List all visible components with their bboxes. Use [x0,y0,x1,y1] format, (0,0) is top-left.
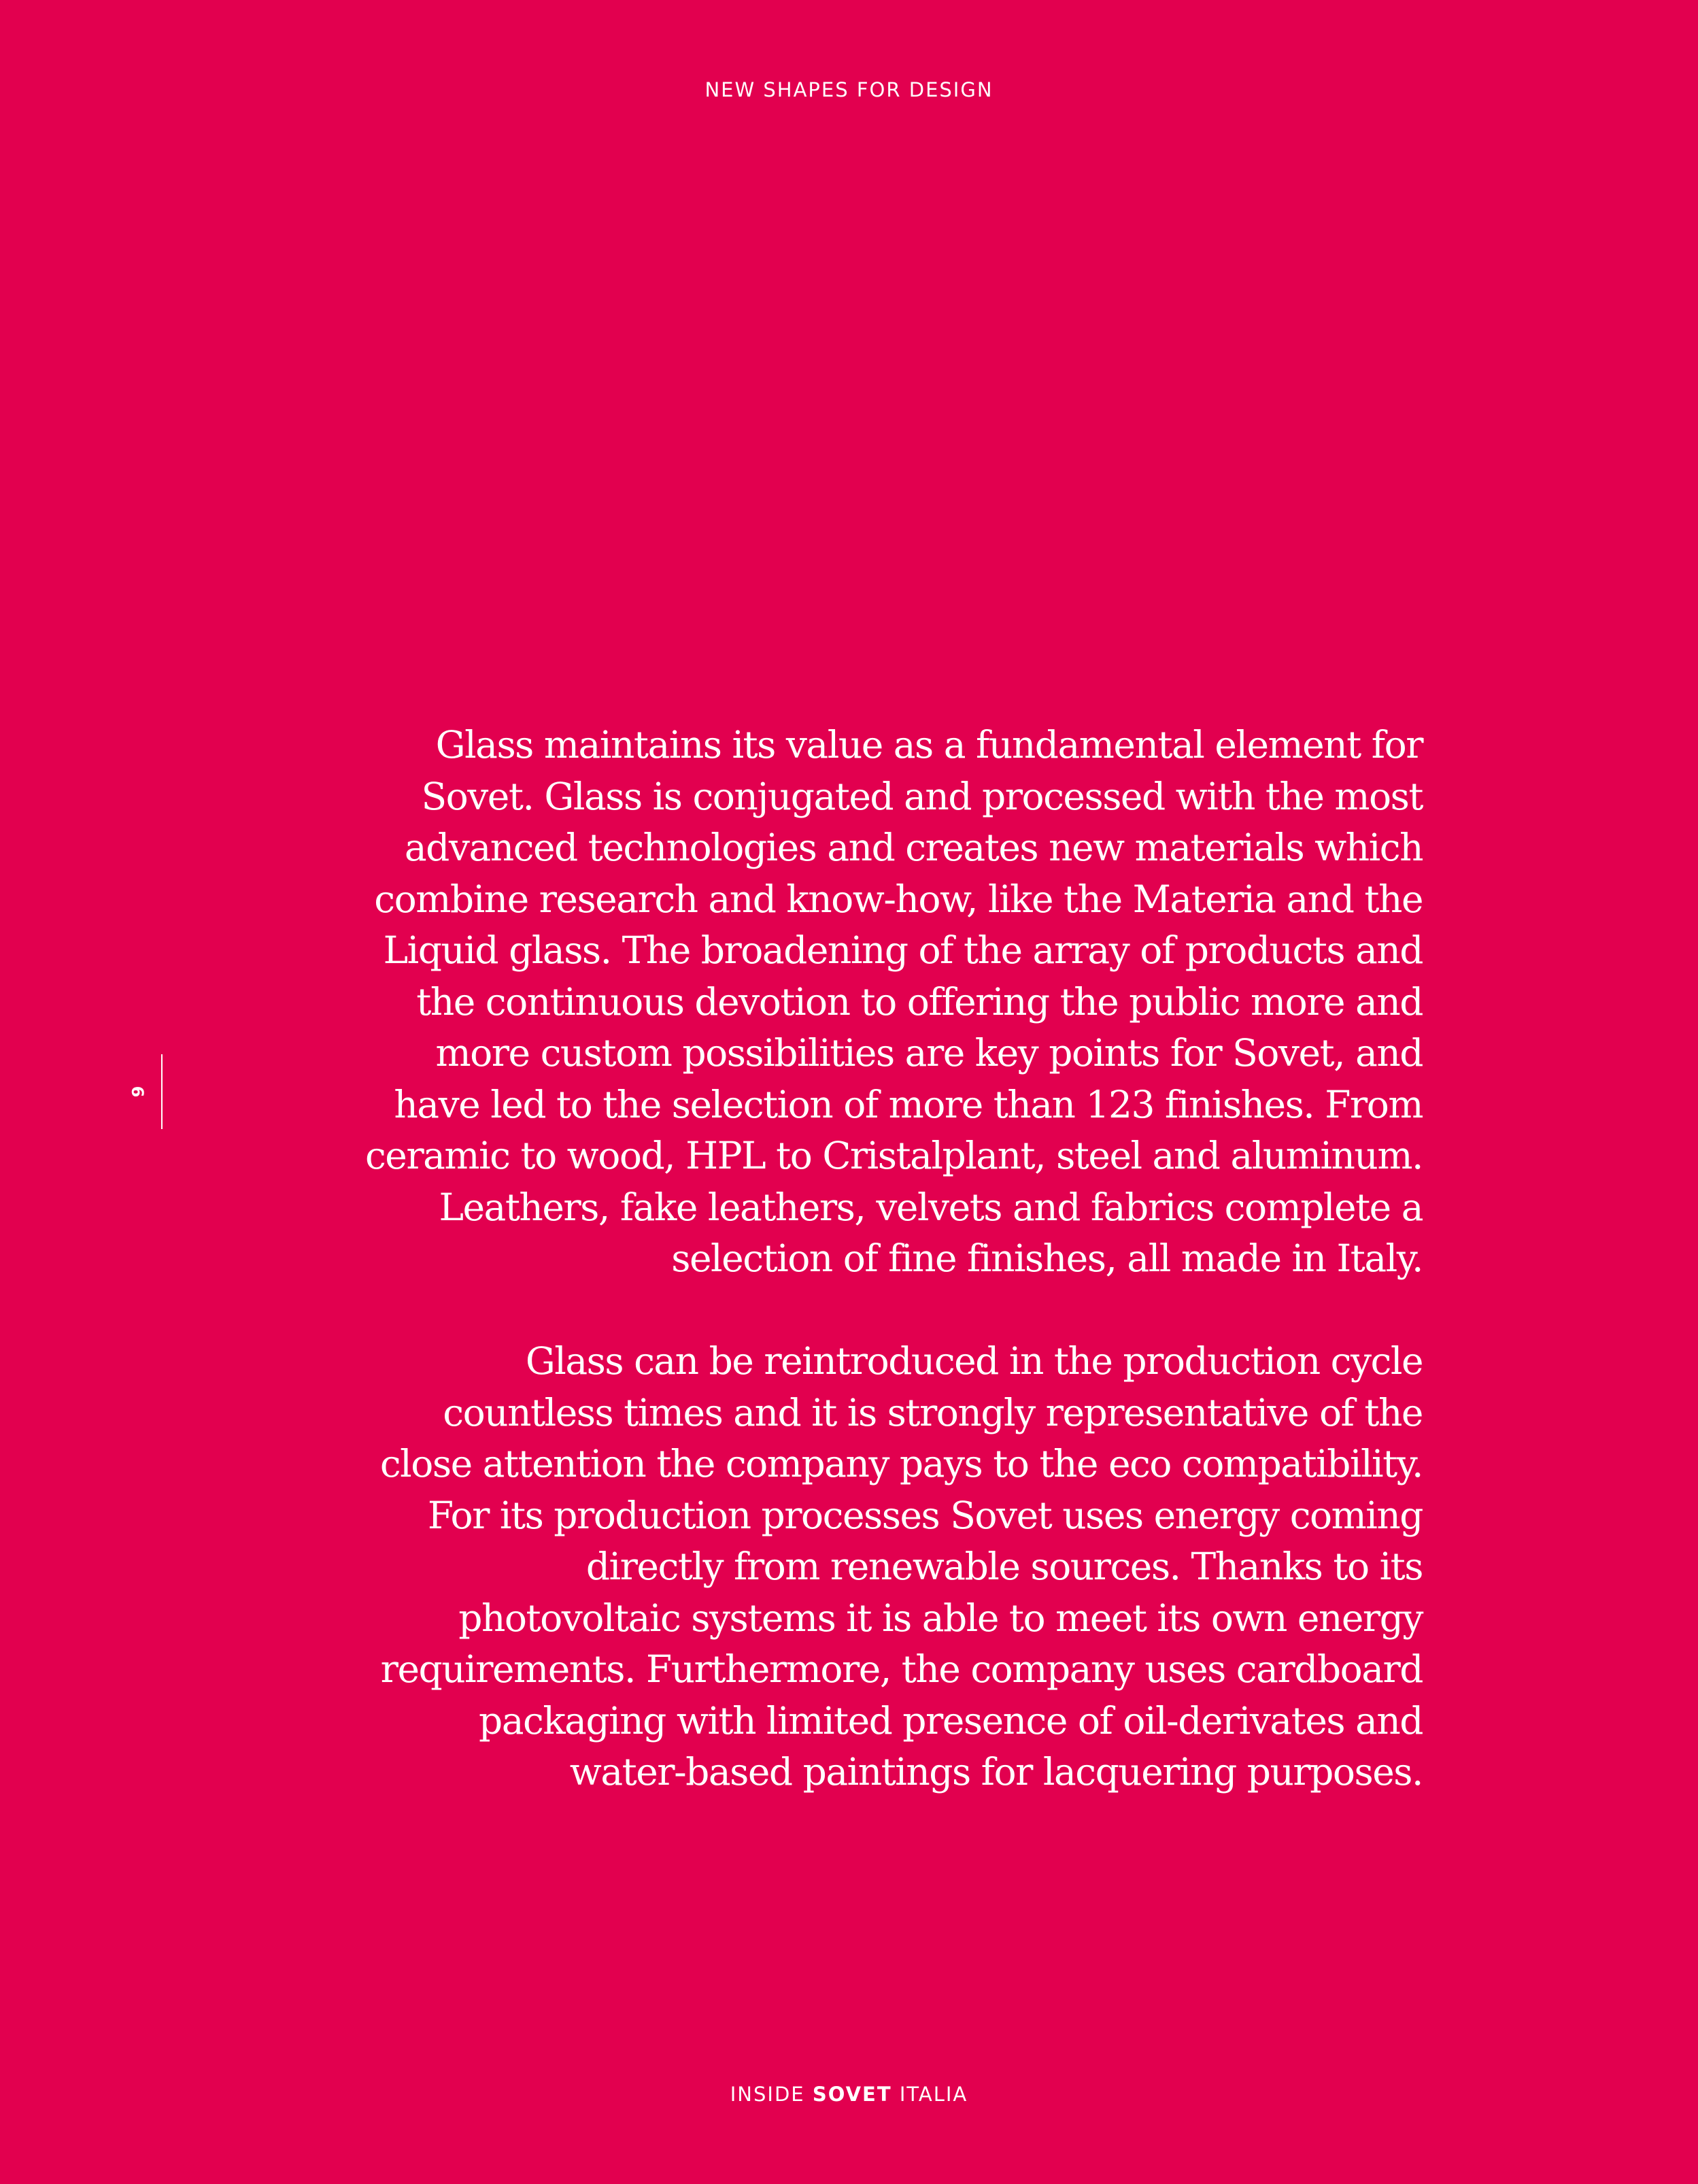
page-number-rule [161,1054,163,1129]
footer-brand: SOVET [812,2083,892,2106]
page-number: 6 [128,1086,147,1098]
running-header: NEW SHAPES FOR DESIGN [704,78,994,101]
footer-prefix: INSIDE [730,2083,805,2106]
running-footer [0,2082,1698,2106]
footer-suffix: ITALIA [899,2083,968,2106]
paragraph-eco-compatibility: Glass can be reintroduced in the production cycle countless times and it is strongly representative of the close attention the company pays to the eco compatibility. For its production processes Sovet uses energy coming directly from renewable sources. Thanks to its photovoltaic systems it is able to meet its own energy requirements. Furthermore, the company uses cardboard packaging with limited presence of oil-derivates and water-based paintings for lacquering purposes. [379,1339,1423,1794]
paragraph-glass-value: Glass maintains its value as a fundamental element for Sovet. Glass is conjugated and processed with the most advanced technologies and creates new materials which combine research and know-how, like the Materia and the Liquid glass. The broadening of the array of products and the continuous devotion to offering the public more and more custom possibilities are key points for Sovet, and have led to the selection of more than 123 finishes. From ceramic to wood, HPL to Cristalplant, steel and aluminum. Leathers, fake leathers, velvets and fabrics complete a selection of fine finishes, all made in Italy. [365,723,1423,1280]
body-text [354,720,1423,1798]
page-marker [124,1054,165,1129]
